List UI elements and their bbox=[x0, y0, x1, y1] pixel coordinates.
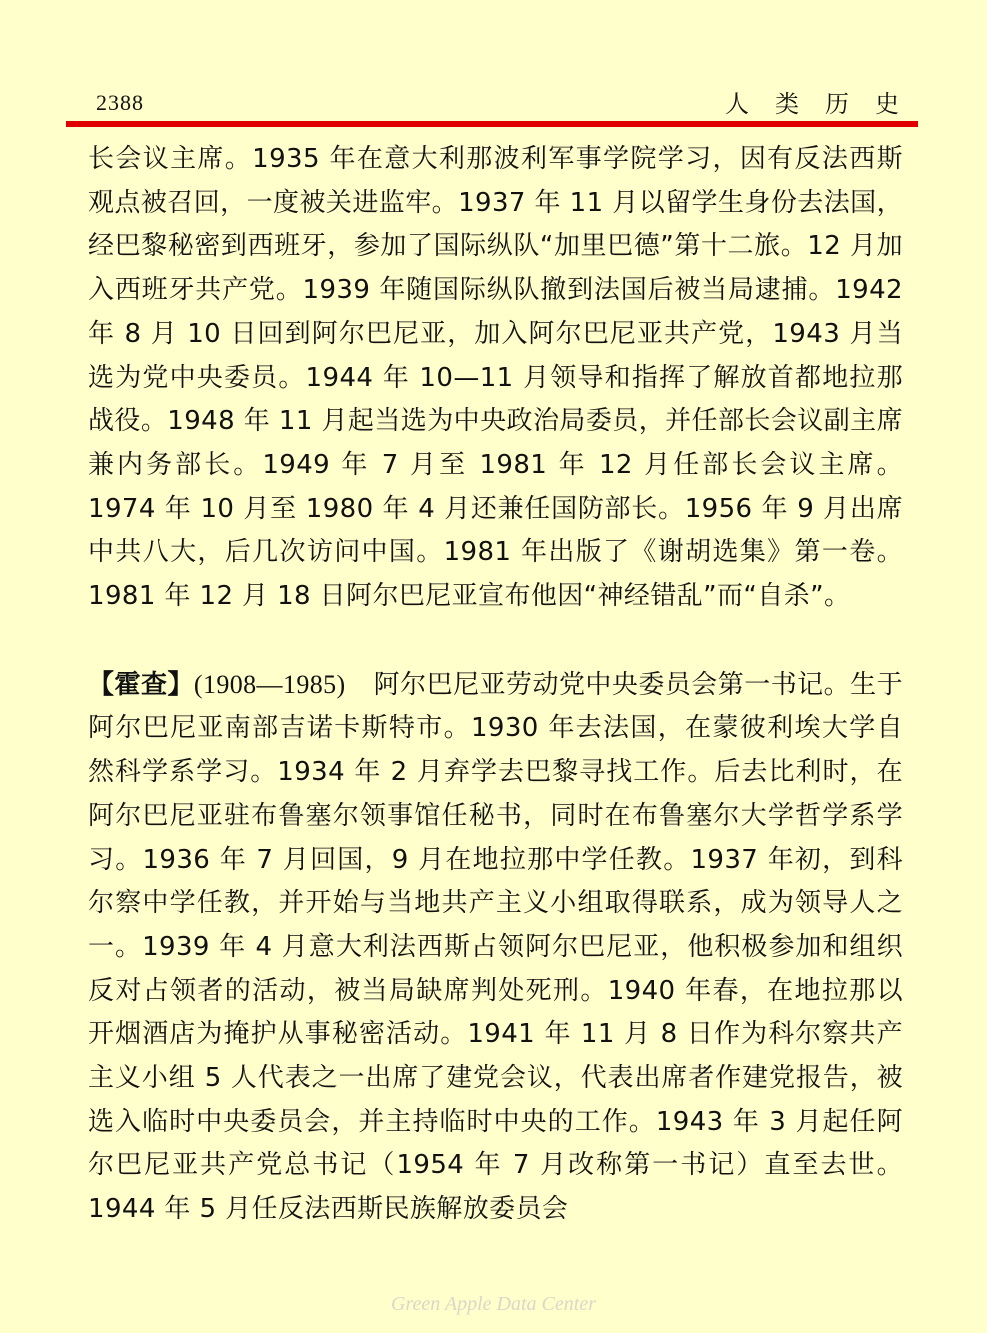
entry-body: 阿尔巴尼亚劳动党中央委员会第一书记。生于阿尔巴尼亚南部吉诺卡斯特市。1930 年去法国，在蒙彼利埃大学自然科学系学习。1934 年 2 月弃学去巴黎寻找工作。后去比利时，在阿尔巴尼亚驻布鲁塞尔领事馆任秘书，同时在布鲁塞尔大学哲学系学习。1936 年 7 月回国，9 月在地拉那中学任教。1937 年初，到科尔察中学任教，并开始与当地共产主义小组取得联系，成为领导人之一。1939 年 4 月意大利法西斯占领阿尔巴尼亚，他积极参加和组织反对占领者的活动，被当局缺席判处死刑。1940 年春，在地拉那以开烟酒店为掩护从事秘密活动。1941 年 11 月 8 日作为科尔察共产主义小组 5 人代表之一出席了建党会议，代表出席者作建党报告，被选入临时中央委员会，并主持临时中央的工作。1943 年 3 月起任阿尔巴尼亚共产党总书记（1954 年 7 月改称第一书记）直至去世。1944 年 5 月任反法西斯民族解放委员会 bbox=[88, 669, 903, 1225]
page-header bbox=[88, 84, 925, 118]
entry-term: 【霍查】 bbox=[88, 669, 194, 700]
watermark: Green Apple Data Center bbox=[391, 1293, 596, 1315]
running-title: 人类历史 bbox=[725, 90, 925, 118]
entry-hoxha bbox=[88, 663, 903, 1232]
entry-dates: (1908—1985) bbox=[193, 669, 346, 699]
entry-continuation-paragraph: 长会议主席。1935 年在意大利那波利军事学院学习，因有反法西斯观点被召回，一度被关进监牢。1937 年 11 月以留学生身份去法国，经巴黎秘密到西班牙，参加了国际纵队“加里巴德”第十二旅。12 月加入西班牙共产党。1939 年随国际纵队撤到法国后被当局逮捕。1942 年 8 月 10 日回到阿尔巴尼亚，加入阿尔巴尼亚共产党，1943 月当选为党中央委员。1944 年 10—11 月领导和指挥了解放首都地拉那战役。1948 年 11 月起当选为中央政治局委员，并任部长会议副主席兼内务部长。1949 年 7 月至 1981 年 12 月任部长会议主席。1974 年 10 月至 1980 年 4 月还兼任国防部长。1956 年 9 月出席中共八大，后几次访问中国。1981 年出版了《谢胡选集》第一卷。1981 年 12 月 18 日阿尔巴尼亚宣布他因“神经错乱”而“自杀”。 bbox=[88, 144, 903, 612]
entry-separator bbox=[88, 619, 903, 663]
main-text bbox=[88, 138, 903, 1232]
page-number: 2388 bbox=[96, 90, 144, 115]
header-rule bbox=[66, 121, 918, 127]
